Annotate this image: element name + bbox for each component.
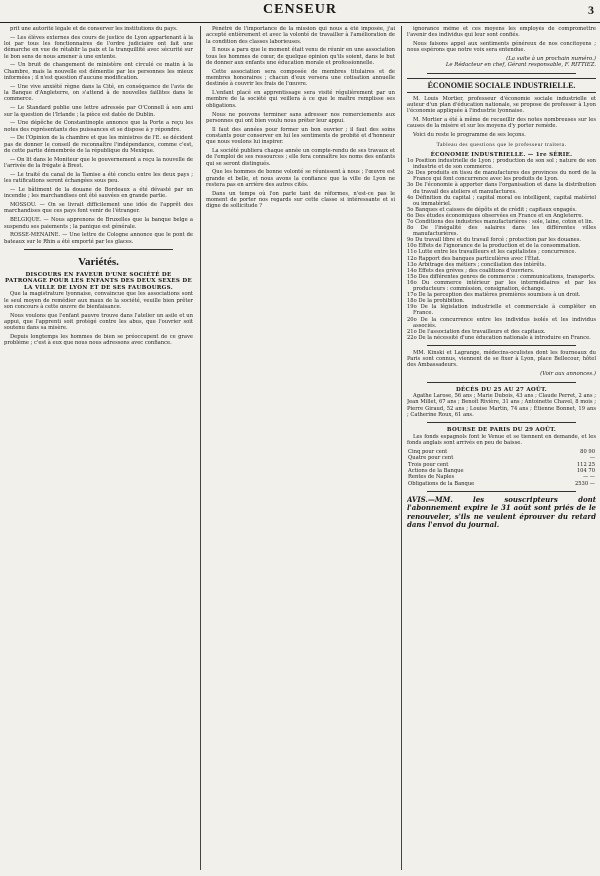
variete-paragraph: Que la magistrature lyonnaise, convaincue que les associations sont le seul moyen de remédier aux maux de la société, veuille bien prêter son concours à cette œuvre de bienfaisance. [4, 291, 193, 310]
article-paragraph: ignorance même et ces moyens les employés de compromettre l'avenir des individus qui leur sont confiés. [407, 26, 596, 39]
section-divider [24, 249, 173, 250]
variete-paragraph: Depuis longtemps les hommes de bien se préoccupent de ce grave problème ; c'est à eux que nous nous adressons avec confiance. [4, 334, 193, 347]
bourse-label: Obligations de la Banque [408, 480, 475, 487]
news-paragraph: — Une vive anxiété règne dans la Cité, en conséquence de l'avis de la Banque d'Angleterre, on s'attend à de nouvelles faillites dans le commerce. [4, 83, 193, 103]
question-item: 2o Des produits en tissu de manufactures des provinces du nord de la France qui font concurrence avec les produits de Lyon. [407, 170, 596, 183]
news-paragraph: ROSSE-MENAINE. — Une lettre de Cologne annonce que le pont de bateaux sur le Rhin a été emporté par les glaces. [4, 232, 193, 245]
news-paragraph: prit une autorité légale et de conserver les institutions du pays. [10, 26, 178, 32]
question-item: 10o Effets de l'ignorance de la production et de la consommation. [407, 243, 581, 250]
continued-note: (La suite à un prochain numéro.) [506, 56, 596, 63]
news-paragraph: — Les élèves externes des cours de justice de Lyon appartenant à la loi par tous les fonctionnaires de l'ordre judiciaire ont fait une démarche en vue de rétablir la paix et la tranquillité avec sécurité sur le bon sens de nous amener à une entente. [4, 34, 193, 60]
variete-subheading: DISCOURS EN FAVEUR D'UNE SOCIÉTÉ DE PATRONAGE POUR LES ENFANTS DES DEUX SEXES DE LA VILLE DE LYON ET DE SES FAUBOURGS. [5, 271, 192, 291]
news-paragraph: MOSSOU. — On se livrait difficilement une idée de l'apprêt des marchandises que ces pays font venir de l'étranger. [4, 202, 193, 215]
question-item: 1o Position industrielle de Lyon ; production de son sol ; nature de son industrie et de son commerce. [407, 158, 596, 171]
eco-paragraph: Voici du reste le programme de ses leçons. [413, 132, 526, 139]
article-paragraph: Pénétré de l'importance de la mission qui nous a été imposée, j'ai accepté entièrement et avec la volonté de travailler à l'amélioration de la condition des classes laborieuses. [206, 26, 395, 45]
news-paragraph: — Un bruit de changement de ministère ont circulé ce matin à la Chambre, mais la nouvelle est démentie par les personnes les mieux informées ; il n'est question d'aucune modification. [4, 62, 193, 82]
column-middle [206, 26, 395, 870]
column-rule [200, 26, 201, 870]
bourse-label: Cinq pour cent [408, 448, 448, 455]
subscriber-notice: AVIS.—MM. les souscripteurs dont l'abonnement expire le 31 août sont priés de le renouveler, s'ils ne veulent éprouver du retard dans l'envoi du journal. [407, 495, 596, 529]
article-paragraph: Dans un temps où l'on parle tant de réformes, n'est-ce pas le moment de porter nos regards sur cette classe si intéressante et si digne de sollicitude ? [206, 190, 395, 210]
article-paragraph: Il nous a paru que le moment était venu de réunir en une association tous les hommes de cœur, de quelque opinion qu'ils soient, dans le but de donner aux enfants une éducation morale et professionnelle. [206, 47, 395, 66]
bourse-value: — — [582, 474, 595, 481]
question-item: 18o De la prohibition. [407, 298, 465, 305]
section-divider [427, 73, 576, 74]
bourse-label: Rentes de Naples [408, 474, 455, 481]
deaths-list: Agathe Larose, 56 ans ; Marie Dubois, 43 ans ; Claude Perret, 2 ans ; Jean Millet, 67 ans ; Benoît Rivière, 31 ans ; Antoinette Chavel, 8 mois ; Pierre Giraud, 52 ans ; Louise Martin, 74 ans ; Étienne Bonnet, 19 ans ; Catherine Roux, 61 ans. [407, 393, 596, 418]
eco-paragraph: M. Louis Mortier, professeur d'économie sociale industrielle et auteur d'un plan d'éducation nationale, se propose de professer à Lyon l'économie appliquée à l'industrie lyonnaise. [407, 95, 596, 115]
question-item: 9o Du travail libre et du travail forcé ; protection par les douanes. [407, 237, 582, 244]
question-item: 16o Du commerce intérieur par les intermédiaires et par les producteurs : commission, consignation, échange. [407, 279, 596, 293]
bourse-label: Quatre pour cent [408, 455, 454, 462]
deaths-heading: DÉCÈS DU 25 AU 27 AOÛT. [455, 386, 548, 393]
question-item: 11o Lutte entre les travailleurs et les capitalistes ; concurrence. [407, 249, 577, 256]
program-series: ÉCONOMIE INDUSTRIELLE. — 1re SÉRIE. [430, 151, 573, 158]
variete-heading: Variétés. [78, 255, 119, 268]
column-rule [401, 26, 402, 870]
question-item: 4o Définition du capital ; capital moral ou intelligent, capital matériel ou immatériel. [407, 194, 596, 207]
question-item: 6o Des études économiques observées en France et en Angleterre. [407, 212, 584, 219]
eco-paragraph: M. Mortier a été à même de recueillir des notes nombreuses sur les causes de la misère et sur les moyens d'y porter remède. [407, 117, 596, 130]
editor-signature: Le Rédacteur en chef, Gérant responsable, F. RITTIEZ. [445, 62, 596, 69]
question-item: 7o Conditions des industries manufacturières : sole, laine, coton et lin. [407, 219, 594, 225]
article-paragraph: L'enfant placé en apprentissage sera visité régulièrement par un membre de la société qui veillera à ce que le maître remplisse ses obligations. [206, 90, 395, 109]
article-paragraph: Nous faisons appel aux sentiments généreux de nos concitoyens ; nous espérons que notre voix sera entendue. [407, 41, 596, 54]
question-item: 12o Rapport des banques particulières avec l'État. [407, 255, 541, 262]
question-item: 5o Banques et caisses de dépôts et de crédit ; capitaux engagés. [407, 206, 577, 213]
section-divider [427, 382, 576, 383]
bourse-value: 80 90 [580, 448, 595, 455]
bourse-value: 104 70 [576, 468, 595, 475]
variete-paragraph: Nous voulons que l'enfant pauvre trouve dans l'atelier un asile et un appui, que l'apprenti soit protégé contre les abus, que l'ouvrier soit soutenu dans sa misère. [4, 312, 193, 332]
article-paragraph: Que les hommes de bonne volonté se réunissent à nous ; l'œuvre est grande et belle, et nous avons la confiance que la ville de Lyon ne restera pas en arrière des autres cités. [206, 169, 395, 189]
question-item: 8o De l'inégalité des salaires dans les différentes villes manufacturières. [407, 225, 596, 238]
bourse-label: Actions de la Banque [408, 468, 464, 475]
question-item: 15o Des différentes genres de commerce : communications, transports. [407, 273, 596, 280]
bourse-row [407, 481, 596, 487]
column-right [407, 26, 596, 870]
bourse-heading: BOURSE DE PARIS DU 29 AOÛT. [446, 427, 557, 434]
bourse-table [407, 449, 596, 487]
question-list [407, 158, 596, 341]
bourse-label: Trois pour cent [408, 461, 449, 468]
question-item: 20o De la concurrence entre les individus isolés et les individus associés. [407, 316, 596, 329]
bourse-value: — [589, 455, 595, 462]
notice-ref: (Voir aux annonces.) [540, 371, 596, 378]
section-divider [427, 345, 576, 346]
news-paragraph: — Le bâtiment de la douane de Bordeaux a été dévasté par un incendie ; les marchandises ont été sauvées en grande partie. [4, 187, 193, 200]
news-paragraph: — On lit dans le Moniteur que le gouvernement a reçu la nouvelle de l'arrivée de la frégate à Brest. [4, 156, 193, 170]
news-paragraph: BELGIQUE. — Nous apprenons de Bruxelles que la banque belge a suspendu ses paiements ; la panique est générale. [4, 217, 193, 230]
notice-paragraph: MM. Kinski et Lagrange, médecins-oculistes dont les fourneaux du Paris sont connus, viennent de se fixer à Lyon, place Bellecour, hôtel des Ambassadeurs. [407, 349, 596, 369]
question-item: 21o De l'association des travailleurs et des capitaux. [407, 328, 546, 335]
news-paragraph: — Une dépêche de Constantinople annonce que la Porte a reçu les notes des représentants des puissances et se dispose à y répondre. [4, 120, 193, 133]
question-item: 17o De la perception des matières premières soumises à un droit. [407, 292, 581, 299]
bourse-value: 112 25 [576, 461, 595, 468]
question-item: 3o De l'économie à apporter dans l'organisation et dans la distribution du travail des ateliers et manufactures. [407, 182, 596, 195]
article-paragraph: La société publiera chaque année un compte-rendu de ses travaux et de l'emploi de ses ressources ; elle fera connaître les noms des enfants qui se seront distingués. [206, 148, 395, 167]
article-paragraph: Nous ne pouvons terminer sans adresser nos remerciements aux personnes qui ont bien voulu nous prêter leur appui. [206, 111, 395, 124]
news-paragraph: — Le Standard publie une lettre adressée par O'Connell à son ami sur la question de l'Irlande ; la pièce est datée de Dublin. [4, 105, 193, 118]
program-title: Tableau des questions que le professeur traitera. [436, 141, 567, 148]
question-item: 13o Arbitrage des métiers ; conciliation des intérêts. [407, 261, 546, 268]
article-paragraph: Cette association sera composée de membres titulaires et de membres honoraires ; chacun d'eux versera une cotisation annuelle destinée à couvrir les frais de l'œuvre. [206, 68, 395, 88]
news-paragraph: — De l'Opinion de la chambre et que les ministres de l'E. se décident pas de donner le conseil de reconnaître l'indépendance, comme c'est, de cette partie démembrée de la république du Mexique. [4, 135, 193, 155]
masthead [0, 0, 600, 23]
section-divider [427, 422, 576, 423]
question-item: 22o De la nécessité d'une éducation nationale à introduire en France. [407, 334, 591, 341]
column-left [4, 26, 193, 870]
question-item: 14o Effets des grèves ; des coalitions d'ouvriers. [407, 267, 535, 274]
question-item: 19o De la législation industrielle et commerciale à compléter en France. [407, 304, 596, 317]
bourse-value: 2530 — [574, 480, 595, 487]
bourse-note: Les fonds espagnols font le Venue et se tiennent en demande, et les fonds anglais sont arrivés en peu de baisse. [407, 433, 596, 447]
article-paragraph: Il faut des années pour former un bon ouvrier ; il faut des soins constants pour conserver en lui les sentiments de probité et d'honneur que nous voulons lui inspirer. [206, 126, 395, 146]
newspaper-title: CENSEUR [263, 2, 337, 17]
section-divider [427, 491, 576, 492]
eco-heading: ÉCONOMIE SOCIALE INDUSTRIELLE. [407, 78, 596, 93]
news-paragraph: — Le traité du canal de la Tamise a été conclu entre les deux pays ; les ratifications seront échangées sous peu. [4, 171, 193, 185]
page-number: 3 [588, 3, 594, 17]
